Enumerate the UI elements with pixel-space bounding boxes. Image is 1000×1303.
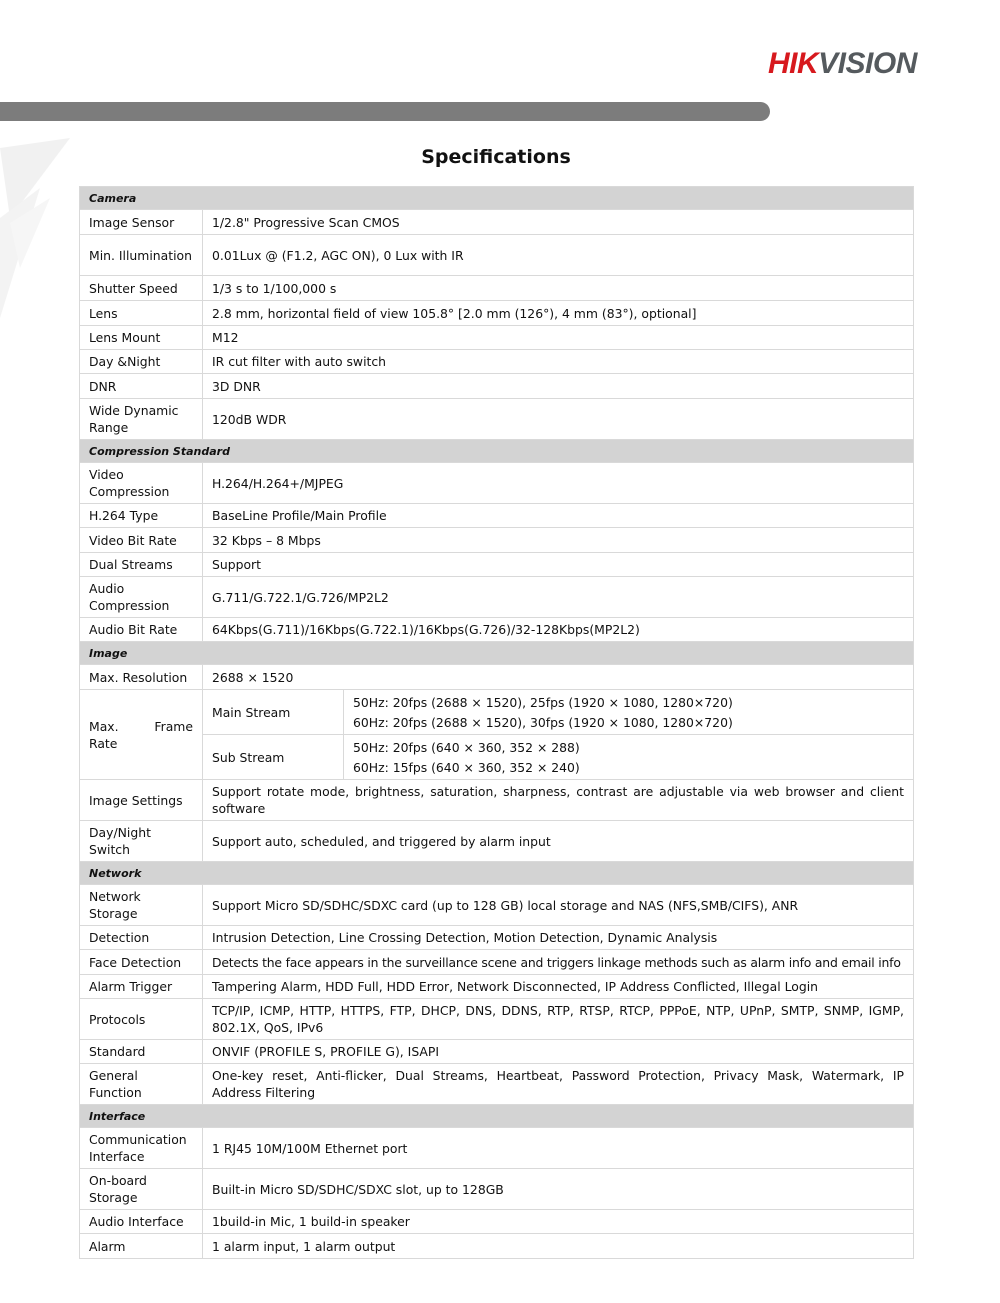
spec-value-multiline	[344, 735, 914, 780]
spec-label: Audio Compression	[80, 577, 203, 618]
spec-value: 120dB WDR	[203, 399, 914, 440]
spec-label: DNR	[80, 374, 203, 399]
section-row-interface	[80, 1105, 914, 1128]
spec-row	[80, 926, 914, 950]
spec-label: Protocols	[80, 999, 203, 1040]
spec-label: General Function	[80, 1064, 203, 1105]
spec-sublabel: Main Stream	[203, 690, 344, 735]
spec-value: 2.8 mm, horizontal field of view 105.8° [2.0 mm (126°), 4 mm (83°), optional]	[203, 301, 914, 326]
header-divider-bar	[0, 102, 770, 121]
spec-row	[80, 885, 914, 926]
spec-value-line: 50Hz: 20fps (640 × 360, 352 × 288)	[353, 739, 580, 755]
spec-value: Intrusion Detection, Line Crossing Detection, Motion Detection, Dynamic Analysis	[203, 926, 914, 950]
spec-value: H.264/H.264+/MJPEG	[203, 463, 914, 504]
spec-label: Detection	[80, 926, 203, 950]
spec-value: 1build-in Mic, 1 build-in speaker	[203, 1210, 914, 1234]
spec-label: Lens	[80, 301, 203, 326]
spec-value: 1 alarm input, 1 alarm output	[203, 1234, 914, 1259]
spec-row	[80, 950, 914, 975]
spec-row	[80, 528, 914, 553]
spec-value-line: 60Hz: 15fps (640 × 360, 352 × 240)	[353, 759, 580, 775]
spec-value: BaseLine Profile/Main Profile	[203, 504, 914, 528]
spec-label: Video Bit Rate	[80, 528, 203, 553]
section-header: Interface	[80, 1105, 914, 1128]
spec-value: Support	[203, 553, 914, 577]
spec-label: Alarm	[80, 1234, 203, 1259]
spec-label: Dual Streams	[80, 553, 203, 577]
spec-label: Image Settings	[80, 780, 203, 821]
spec-label: Day/Night Switch	[80, 821, 203, 862]
spec-label: Video Compression	[80, 463, 203, 504]
spec-label: Min. Illumination	[80, 235, 203, 276]
logo-text-red: HIK	[768, 47, 819, 80]
section-header: Compression Standard	[80, 440, 914, 463]
spec-row	[80, 504, 914, 528]
section-row-compression	[80, 440, 914, 463]
spec-row	[80, 780, 914, 821]
spec-value: Support rotate mode, brightness, saturation, sharpness, contrast are adjustable via web browser and client software	[203, 780, 914, 821]
spec-label: Face Detection	[80, 950, 203, 975]
spec-value: 1/3 s to 1/100,000 s	[203, 276, 914, 301]
spec-value: ONVIF (PROFILE S, PROFILE G), ISAPI	[203, 1040, 914, 1064]
hikvision-logo	[768, 47, 917, 81]
section-row-camera	[80, 187, 914, 210]
spec-value: Detects the face appears in the surveillance scene and triggers linkage methods such as alarm info and email info	[203, 950, 914, 975]
spec-value: 1 RJ45 10M/100M Ethernet port	[203, 1128, 914, 1169]
spec-label: Alarm Trigger	[80, 975, 203, 999]
spec-value: 3D DNR	[203, 374, 914, 399]
spec-row	[80, 553, 914, 577]
section-header: Image	[80, 642, 914, 665]
spec-row	[80, 618, 914, 642]
spec-row	[80, 301, 914, 326]
spec-label: Audio Bit Rate	[80, 618, 203, 642]
section-row-network	[80, 862, 914, 885]
spec-row	[80, 1234, 914, 1259]
spec-value: 1/2.8" Progressive Scan CMOS	[203, 210, 914, 235]
spec-row	[80, 1210, 914, 1234]
spec-label: Standard	[80, 1040, 203, 1064]
spec-label: Network Storage	[80, 885, 203, 926]
logo-text-gray: VISION	[818, 47, 917, 80]
spec-value: 0.01Lux @ (F1.2, AGC ON), 0 Lux with IR	[203, 235, 914, 276]
spec-row	[80, 463, 914, 504]
spec-label: Day &Night	[80, 350, 203, 374]
spec-row	[80, 999, 914, 1040]
spec-row	[80, 210, 914, 235]
section-header: Network	[80, 862, 914, 885]
spec-value: Tampering Alarm, HDD Full, HDD Error, Network Disconnected, IP Address Conflicted, Illegal Login	[203, 975, 914, 999]
spec-value-line: 60Hz: 20fps (2688 × 1520), 30fps (1920 × 1080, 1280×720)	[353, 714, 733, 730]
spec-value: Support Micro SD/SDHC/SDXC card (up to 128 GB) local storage and NAS (NFS,SMB/CIFS), ANR	[203, 885, 914, 926]
spec-row	[80, 690, 914, 735]
section-header: Camera	[80, 187, 914, 210]
spec-value: 2688 × 1520	[203, 665, 914, 690]
spec-value: 64Kbps(G.711)/16Kbps(G.722.1)/16Kbps(G.726)/32-128Kbps(MP2L2)	[203, 618, 914, 642]
spec-value: Support auto, scheduled, and triggered by alarm input	[203, 821, 914, 862]
page-title: Specifications	[421, 146, 571, 168]
spec-value: 32 Kbps – 8 Mbps	[203, 528, 914, 553]
spec-label: Shutter Speed	[80, 276, 203, 301]
specifications-table	[79, 186, 914, 1259]
spec-value: M12	[203, 326, 914, 350]
spec-row	[80, 235, 914, 276]
spec-row	[80, 735, 914, 780]
spec-label: Max. Resolution	[80, 665, 203, 690]
spec-label: Image Sensor	[80, 210, 203, 235]
spec-row	[80, 374, 914, 399]
spec-value: TCP/IP, ICMP, HTTP, HTTPS, FTP, DHCP, DNS, DDNS, RTP, RTSP, RTCP, PPPoE, NTP, UPnP, SMTP, SNMP, IGMP, 802.1X, QoS, IPv6	[203, 999, 914, 1040]
spec-row	[80, 350, 914, 374]
spec-row	[80, 665, 914, 690]
spec-row	[80, 1040, 914, 1064]
spec-label-frame-rate: Max. Frame Rate	[80, 690, 203, 780]
spec-row	[80, 399, 914, 440]
spec-value-line: 50Hz: 20fps (2688 × 1520), 25fps (1920 × 1080, 1280×720)	[353, 694, 733, 710]
spec-label: On-board Storage	[80, 1169, 203, 1210]
section-row-image	[80, 642, 914, 665]
spec-row	[80, 821, 914, 862]
spec-value: IR cut filter with auto switch	[203, 350, 914, 374]
spec-row	[80, 1169, 914, 1210]
spec-row	[80, 1128, 914, 1169]
spec-label: Communication Interface	[80, 1128, 203, 1169]
spec-row	[80, 1064, 914, 1105]
spec-row	[80, 276, 914, 301]
spec-label: Audio Interface	[80, 1210, 203, 1234]
spec-row	[80, 975, 914, 999]
spec-row	[80, 326, 914, 350]
spec-value: Built-in Micro SD/SDHC/SDXC slot, up to 128GB	[203, 1169, 914, 1210]
spec-value: G.711/G.722.1/G.726/MP2L2	[203, 577, 914, 618]
spec-label: H.264 Type	[80, 504, 203, 528]
spec-label: Wide Dynamic Range	[80, 399, 203, 440]
spec-sublabel: Sub Stream	[203, 735, 344, 780]
spec-label: Lens Mount	[80, 326, 203, 350]
spec-row	[80, 577, 914, 618]
spec-value: One-key reset, Anti-flicker, Dual Streams, Heartbeat, Password Protection, Privacy Mask, Watermark, IP Address Filtering	[203, 1064, 914, 1105]
spec-value-multiline	[344, 690, 914, 735]
